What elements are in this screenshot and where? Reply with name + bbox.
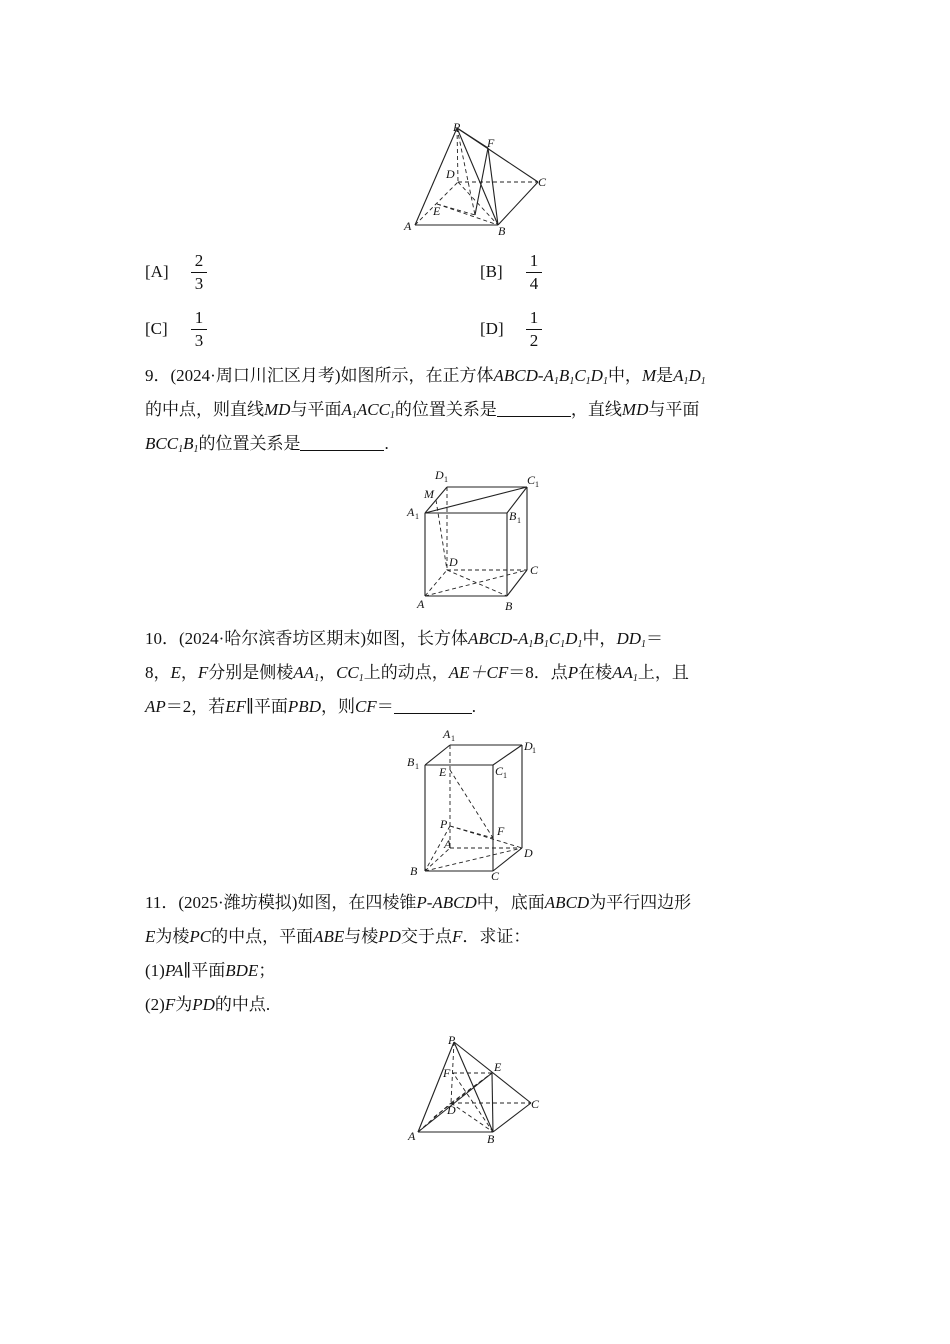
q9-text: 是 [656,366,674,385]
q10-number: 10． [145,629,179,648]
q11-text: 如图，在四棱锥 [297,893,417,912]
fig10-label-E: E [439,765,447,779]
q9-line-md: MD [621,400,649,419]
q9-edge-a1d1: $A_1D_1$ [673,366,706,387]
fig10-label-F: F [497,824,505,838]
fig11-label-A: A [408,1129,416,1143]
q10-answer-blank[interactable] [394,695,472,714]
q10-point-e: E [170,663,181,682]
q10-point-p: P [567,663,579,682]
q11-point-f: F [164,995,176,1014]
q10-sum: AE＋CF [448,663,509,682]
q9-text: . [384,434,389,453]
q10-plane-pbd: PBD [287,697,321,716]
fig10-label-B1: B [407,755,415,769]
q10-text: 上的动点， [363,663,449,682]
q9-text: ，直线 [570,400,622,419]
fig11-label-B: B [487,1132,495,1146]
fig8-label-A: A [404,219,412,233]
fig8-label-E: E [433,204,441,218]
question-10 [145,622,810,724]
q11-text: 的中点，平面 [211,927,314,946]
q11-text: ； [258,961,276,980]
q10-source: (2024·哈尔滨香坊区期末) [179,629,366,648]
q10-edge-aa1: $AA_1$ [612,663,638,684]
fig9-label-C: C [530,563,539,577]
fig9-sub: 1 [535,480,539,489]
q10-edge-dd1-name: DD [616,629,641,648]
q9-number: 9． [145,366,171,385]
option-a-fraction [191,250,207,295]
fig9-label-B: B [505,599,513,613]
figure-q11-pyramid [398,1028,558,1150]
q11-base: ABCD [544,893,590,912]
fig11-label-E: E [494,1060,502,1074]
q9-text: 中， [607,366,642,385]
q9-text: 的位置关系是 [198,434,301,453]
question-11 [145,886,810,1022]
q10-edge-dd1: $DD_1$ [616,629,646,650]
q11-text: 为棱 [155,927,190,946]
q11-pyramid: P-ABCD [416,893,477,912]
q11-plane-bde: BDE [225,961,259,980]
q11-text: ∥平面 [183,961,226,980]
q9-plane-a1acc1: $A_1ACC_1$ [341,400,395,421]
q10-text: ，则 [320,697,355,716]
q11-text: ．求证： [462,927,531,946]
fig9-label-C1: C [527,473,536,487]
option-c[interactable] [145,307,265,355]
fig9-label-D1: D [435,468,444,482]
option-b-fraction [526,250,542,295]
figure-q10-box [405,728,555,886]
fig10-label-B: B [410,864,418,878]
q11-text: 为 [175,995,193,1014]
q11-edge-pd: PD [192,995,215,1014]
fig10-sub: 1 [503,771,507,780]
q9-text: 如图所示，在正方体 [340,366,494,385]
option-d-fraction [526,307,542,352]
fig10-label-D1: D [524,739,533,753]
figure-q8-pyramid [395,118,555,240]
question-9 [145,359,810,461]
q10-text: ＝ [646,629,663,648]
q9-text: 的位置关系是 [394,400,497,419]
q11-line-1 [145,886,810,920]
q11-edge-pc: PC [189,927,212,946]
q10-text: 分别是侧棱 [208,663,294,682]
q10-edge-aa1-name: AA [293,663,315,682]
fig8-label-D: D [446,167,455,181]
option-a-denominator: 3 [194,274,204,293]
fig9-sub: 1 [444,475,448,484]
fig10-sub: 1 [451,734,455,743]
q10-text: ＝8．点 [508,663,568,682]
q11-line-pa: PA [164,961,184,980]
q9-line-2 [145,393,810,427]
option-b-denominator: 4 [529,274,539,293]
q9-plane-bcc1b1: $BCC_1B_1$ [145,434,199,455]
fig10-label-A1: A [443,727,451,741]
q9-text: 与平面 [648,400,700,419]
q9-source: (2024·周口川汇区月考) [170,366,341,385]
fig10-label-P: P [440,817,448,831]
q10-text: 在棱 [578,663,613,682]
fig11-label-D: D [447,1103,456,1117]
q10-text: . [471,697,476,716]
q9-point-m: M [641,366,657,385]
option-d[interactable] [480,307,600,355]
q10-text: 中， [582,629,617,648]
q11-number: 11． [145,893,179,912]
option-d-numerator: 1 [526,307,542,330]
q11-part-1 [145,954,810,988]
q11-text: 为平行四边形 [589,893,692,912]
q10-text: ， [180,663,198,682]
fig9-sub: 1 [415,512,419,521]
fig9-sub: 1 [517,516,521,525]
q9-line-md: MD [264,400,291,419]
q9-text: 的中点，则直线 [145,400,264,419]
option-b[interactable] [480,250,600,298]
q11-point-f: F [451,927,463,946]
option-b-label: [B] [480,262,503,281]
fig11-label-F: F [443,1066,451,1080]
option-d-denominator: 2 [529,331,539,350]
fig9-label-A: A [417,597,425,611]
q10-text: 如图，长方体 [365,629,468,648]
option-d-label: [D] [480,319,504,338]
fig11-label-P: P [448,1033,456,1047]
q11-source: (2025·潍坊模拟) [178,893,298,912]
q10-edge-aa1-name: AA [612,663,633,682]
q11-line-2 [145,920,810,954]
fig10-label-C: C [491,869,500,883]
q10-line-1 [145,622,810,656]
fig10-label-C1: C [495,764,504,778]
fig9-label-M: M [424,487,434,501]
option-a[interactable] [145,250,265,298]
option-b-numerator: 1 [526,250,542,273]
figure-q9-cube [405,470,555,615]
q9-line-3 [145,427,810,461]
fig10-sub: 1 [415,762,419,771]
q9-text: 与平面 [290,400,342,419]
q10-solid: ABCD-$A_1B_1C_1D_1$ [467,629,583,650]
q10-text: ＝ [376,697,394,716]
q11-edge-pd: PD [378,927,401,946]
fig11-label-C: C [531,1097,540,1111]
q10-text: ＝2，若 [165,697,226,716]
q10-edge-cc1: $CC_1$ [336,663,364,684]
q10-text: ∥平面 [246,697,288,716]
q10-edge-aa1: $AA_1$ [293,663,320,684]
option-c-fraction [191,307,207,352]
q11-plane-abe: ABE [313,927,345,946]
q11-part-2 [145,988,810,1022]
q10-segment-ap: AP [145,697,166,716]
q9-solid: ABCD-$A_1B_1C_1D_1$ [493,366,608,387]
q11-text: 交于点 [400,927,452,946]
option-a-label: [A] [145,262,169,281]
option-c-label: [C] [145,319,168,338]
q11-text: 与棱 [344,927,379,946]
fig9-label-B1: B [509,509,517,523]
q9-line-1 [145,359,810,393]
fig8-label-B: B [498,224,506,238]
fig10-label-D: D [524,846,533,860]
fig8-label-C: C [538,175,547,189]
fig10-label-A: A [444,837,452,851]
fig9-label-D: D [449,555,458,569]
fig8-label-P: P [453,120,461,134]
q10-point-f: F [197,663,209,682]
q11-text: 中，底面 [476,893,545,912]
option-c-numerator: 1 [191,307,207,330]
q10-text: ， [319,663,337,682]
q10-line-3 [145,690,810,724]
q10-text: 上，且 [637,663,689,682]
q9-answer-blank-1[interactable] [497,398,571,417]
q11-text: 的中点. [214,995,271,1014]
q10-segment-cf: CF [354,697,377,716]
fig10-sub: 1 [532,746,536,755]
fig9-label-A1: A [407,505,415,519]
q11-text: (1) [145,961,165,980]
q11-point-e: E [145,927,156,946]
option-c-denominator: 3 [194,331,204,350]
option-a-numerator: 2 [191,250,207,273]
q11-text: (2) [145,995,165,1014]
q10-line-2 [145,656,810,690]
fig8-label-F: F [487,136,495,150]
q9-answer-blank-2[interactable] [300,432,384,451]
q10-text: 8， [145,663,171,682]
q10-segment-ef: EF [225,697,247,716]
